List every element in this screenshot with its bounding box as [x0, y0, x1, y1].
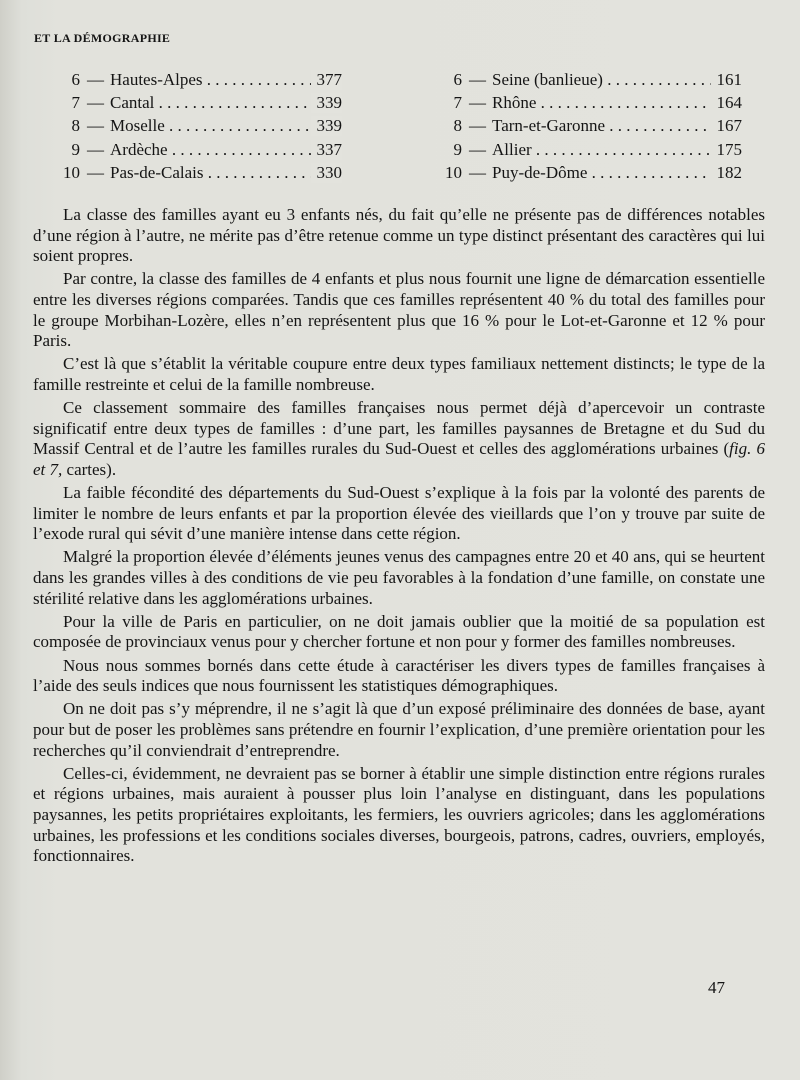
rank-number: 9 [453, 139, 462, 159]
department-value: 167 [711, 116, 743, 136]
ranking-row: 10 — Pas-de-Calais . . . 330 [62, 163, 342, 186]
department-value: 182 [711, 163, 743, 183]
department-name: Moselle . . . [110, 116, 311, 136]
rank-number: 7 [71, 93, 80, 113]
ranking-row: 7 — Rhône . . . 164 [444, 93, 742, 116]
ranking-row: 9 — Allier . . . 175 [444, 140, 742, 163]
paragraph: Nous nous sommes bornés dans cette étude à caractériser les divers types de familles françaises à l’aide des seuls indices que nous fournissent les statistiques démographiques. [33, 655, 765, 696]
ranking-row: 8 — Moselle . . . 339 [62, 116, 342, 139]
ranking-row: 6 — Hautes-Alpes . . . 377 [62, 70, 342, 93]
department-value: 164 [711, 93, 743, 113]
paragraph [33, 398, 765, 480]
department-name: Allier . . . [492, 140, 711, 160]
department-ranking [62, 70, 742, 186]
ranking-row: 7 — Cantal . . . 339 [62, 93, 342, 116]
department-name: Hautes-Alpes . . . [110, 70, 311, 90]
department-value: 339 [311, 116, 343, 136]
paragraph: Malgré la proportion élevée d’éléments jeunes venus des campagnes entre 20 et 40 ans, qui se heurtent dans les grandes villes à des conditions de vie peu favorables à la fondation d’une famille, on constate une stérilité relative dans les agglomérations urbaines. [33, 547, 765, 608]
rank-number: 9 [71, 139, 80, 159]
department-value: 161 [711, 70, 743, 90]
figure-reference: fig. 6 et 7, [33, 439, 765, 479]
department-value: 330 [311, 163, 343, 183]
rank-number: 10 [63, 162, 80, 182]
department-value: 377 [311, 70, 343, 90]
ranking-row: 9 — Ardèche . . . 337 [62, 140, 342, 163]
ranking-column-right [444, 70, 742, 186]
paragraph: Pour la ville de Paris en particulier, on ne doit jamais oublier que la moitié de sa population est composée de provinciaux venus pour y chercher fortune et non pour y former des familles nombreuses. [33, 611, 765, 652]
ranking-column-left [62, 70, 342, 186]
rank-number: 7 [453, 93, 462, 113]
department-name: Ardèche . . . [110, 140, 311, 160]
body-text [33, 205, 765, 869]
ranking-row: 10 — Puy-de-Dôme . . . 182 [444, 163, 742, 186]
paragraph: Par contre, la classe des familles de 4 enfants et plus nous fournit une ligne de démarcation essentielle entre les diverses régions comparées. Tandis que ces familles représentent 40 % du total des familles pour le groupe Morbihan-Lozère, elles n’en représentent plus que 16 % pour le Lot-et-Garonne et 12 % pour Paris. [33, 269, 765, 351]
page-number: 47 [708, 978, 725, 997]
paragraph: La faible fécondité des départements du Sud-Ouest s’explique à la fois par la volonté des parents de limiter le nombre de leurs enfants et par la proportion élevée des vieillards que l’on y trouve par suite de l’exode rural qui sévit d’une manière intense dans cette région. [33, 483, 765, 544]
department-name: Rhône . . . [492, 93, 711, 113]
rank-number: 8 [71, 116, 80, 136]
department-value: 175 [711, 140, 743, 160]
department-name: Puy-de-Dôme . . . [492, 163, 711, 183]
paragraph-text: cartes). [62, 459, 117, 479]
ranking-row: 8 — Tarn-et-Garonne . . . 167 [444, 116, 742, 139]
department-name: Pas-de-Calais . . . [110, 163, 311, 183]
rank-number: 8 [453, 116, 462, 136]
paragraph: La classe des familles ayant eu 3 enfants nés, du fait qu’elle ne présente pas de différences notables d’une région à l’autre, ne mérite pas d’être retenue comme un type distinct présentant des caractères qui lui soient propres. [33, 205, 765, 266]
rank-number: 6 [453, 70, 462, 89]
ranking-row: 6 — Seine (banlieue) . . . 161 [444, 70, 742, 93]
department-name: Tarn-et-Garonne . . . [492, 116, 711, 136]
department-name: Seine (banlieue) . . . [492, 70, 711, 90]
paragraph: Celles-ci, évidemment, ne devraient pas se borner à établir une simple distinction entre régions rurales et régions urbaines, mais auraient à pousser plus loin l’analyse en distinguant, dans les populations paysannes, les petits propriétaires exploitants, les fermiers, les ouvriers agricoles; dans les agglomérations urbaines, les professions et les conditions sociales diverses, bourgeois, patrons, cadres, ouvriers, employés, fonctionnaires. [33, 763, 765, 866]
paragraph-text: Ce classement sommaire des familles françaises nous permet déjà d’apercevoir un contraste significatif entre deux types de familles : d’une part, les familles paysannes de Bretagne et du Sud du Massif Central et de l’autre les familles rurales du Sud-Ouest et celles des agglomérations urbaines ( [33, 398, 765, 459]
running-head: ET LA DÉMOGRAPHIE [34, 31, 171, 45]
paragraph: On ne doit pas s’y méprendre, il ne s’agit là que d’un exposé préliminaire des données de base, ayant pour but de poser les problèmes sans prétendre en fournir l’explication, d’une première orientation pour les recherches qu’il conviendrait d’entreprendre. [33, 699, 765, 760]
paragraph: C’est là que s’établit la véritable coupure entre deux types familiaux nettement distincts; le type de la famille restreinte et celui de la famille nombreuse. [33, 354, 765, 394]
department-name: Cantal . . . [110, 93, 311, 113]
department-value: 337 [311, 140, 343, 160]
department-value: 339 [311, 93, 343, 113]
rank-number: 6 [71, 70, 80, 89]
rank-number: 10 [445, 162, 462, 182]
